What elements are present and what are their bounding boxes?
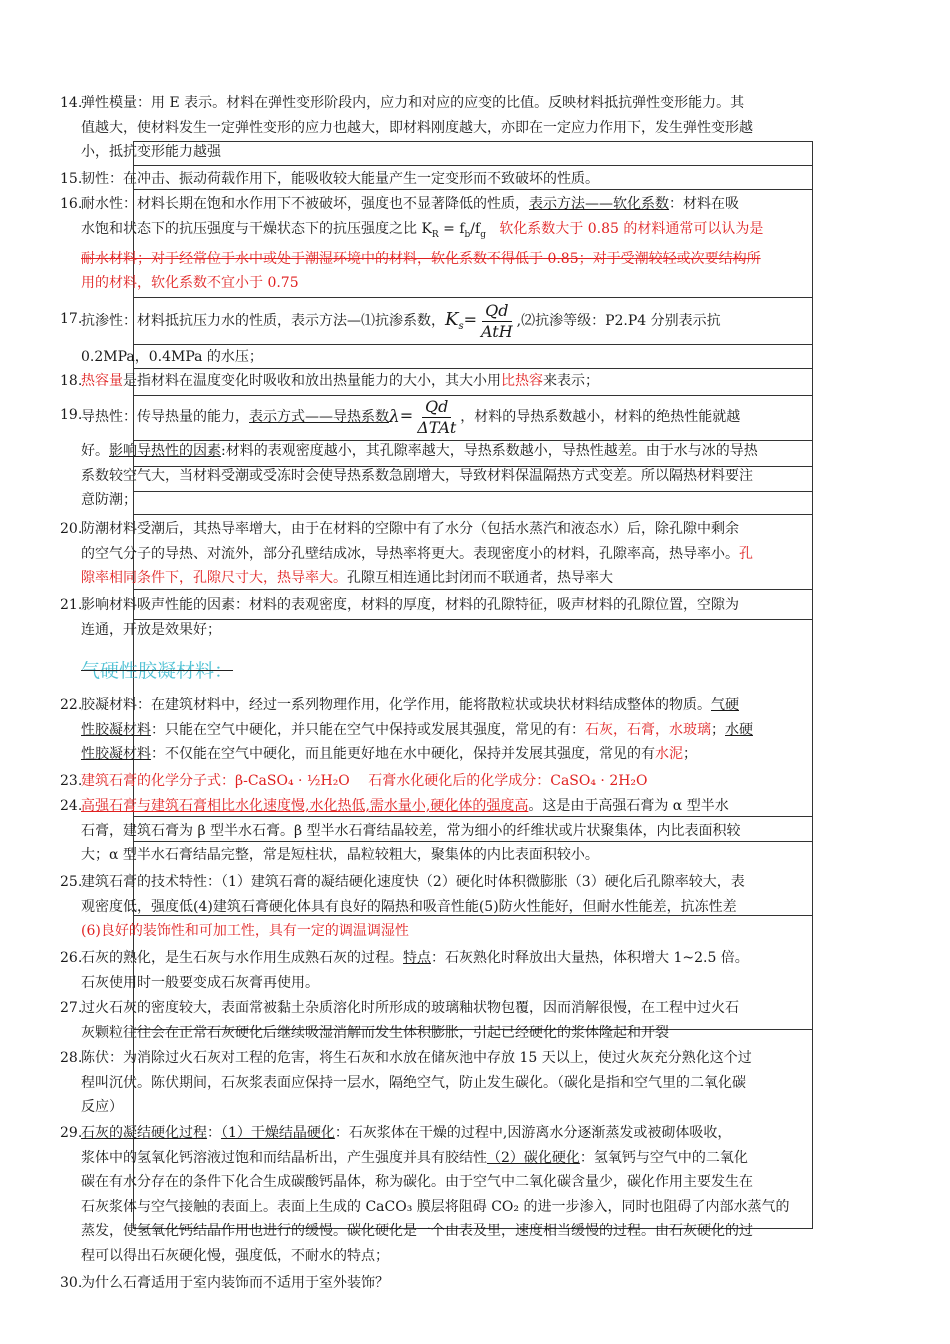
- item-text: 好。: [81, 443, 109, 459]
- item-text-line: 系数较空气大，当材料受潮或受冻时会使导热系数急剧增大，导致材料保温隔热方式变差。所以隔热材料要注: [81, 467, 753, 484]
- item-text: ；: [711, 721, 725, 738]
- item-text-underlined: 表示方法——软化系数: [529, 196, 669, 212]
- item-text-line: 石灰使用时一般要变成石灰膏再使用。: [81, 974, 319, 991]
- formula-fraction: [417, 397, 456, 438]
- section-heading: 气硬性胶凝材料：: [81, 660, 234, 682]
- item-text: 胶凝材料：在建筑材料中，经过一系列物理作用，化学作用，能将散粒状或块状材料结成整体的物质。: [81, 697, 711, 713]
- list-item: [60, 369, 892, 394]
- item-text-line: 连通，开放是效果好；: [81, 621, 221, 638]
- item-number: 29.: [60, 1125, 83, 1141]
- item-text-underlined: 石灰的凝结硬化过程: [81, 1125, 207, 1141]
- item-text: 导热性：传导热量的能力，: [81, 409, 249, 425]
- item-text-line: 大；α 型半水石膏结晶完整，常是短柱状，晶粒较粗大，聚集体的内比表面积较小。: [81, 847, 599, 863]
- list-item: [60, 593, 892, 642]
- item-text-line: 石膏，建筑石膏为 β 型半水石膏。β 型半水石膏结晶较差，常为细小的纤维状或片状聚集体，内比表面积较: [81, 822, 741, 839]
- item-number: 24.: [60, 798, 83, 814]
- item-number: 28.: [60, 1050, 83, 1066]
- item-text: ：氢氧钙与空气中的二氧化: [579, 1149, 748, 1166]
- formula-lambda: λ: [389, 407, 400, 427]
- item-text-line: 石灰浆体与空气接触的表面上。表面上生成的 CaCO₃ 膜层将阻碍 CO₂ 的进一步渗入，同时也阻碍了内部水蒸气的: [81, 1198, 790, 1215]
- item-text-line: 过火石灰的密度较大，表面常被黏土杂质溶化时所形成的玻璃釉状物包覆，因而消解很慢，在工程中过火石: [81, 1000, 739, 1016]
- item-text: 是指材料在温度变化时吸收和放出热量能力的大小，其大小用: [123, 373, 501, 389]
- subscript: b: [464, 229, 471, 240]
- item-text: ：材料在吸: [669, 196, 739, 212]
- item-text-line: 陈伏：为消除过火石灰对工程的危害，将生石灰和水放在储灰池中存放 15 天以上，使过火灰充分熟化这个过: [81, 1050, 752, 1066]
- list-item: [60, 91, 892, 165]
- item-text-line: 意防潮；: [81, 492, 137, 508]
- item-text-line: 影响材料吸声性能的因素：材料的表观密度，材料的厚度，材料的孔隙特征，吸声材料的孔隙位置，空隙为: [81, 597, 739, 613]
- item-text-line: 反应）: [81, 1099, 123, 1115]
- item-text-underlined: 性胶凝材料: [81, 746, 151, 762]
- item-text-highlight: 软化系数大于 0.85 的材料通常可以认为是: [499, 220, 764, 237]
- list-item-continuation: [81, 345, 913, 370]
- item-text: 石灰的熟化，是生石灰与水作用生成熟石灰的过程。: [81, 950, 403, 966]
- item-text: ,⑵抗渗等级：P2.P4 分别表示抗: [516, 313, 721, 329]
- item-text-underlined: 表示方式——导热系数: [249, 409, 389, 425]
- list-item: [60, 946, 892, 995]
- item-number: 20.: [60, 521, 83, 537]
- formula-ks: K: [445, 309, 459, 330]
- item-number: 25.: [60, 874, 83, 890]
- list-item: 17. 抗渗性：材料抵抗压力水的性质，表示方法—⑴抗渗系数，$K_s=$ $\frac{Qd}{\text{AtH}}$ ,⑵抗渗等级：P2.P4 分别表示抗: [60, 300, 721, 341]
- list-item: 19. 导热性：传导热量的能力，表示方式——导热系数λ= $\frac{Qd}{\text{ΔTAt}}$ ，材料的导热系数越小，材料的绝热性能就越 好。影响导热性的因素:材料的表观密度越小，其孔隙率越大，导热系数越小，导热性越差。由于水与冰的导热 系数较空气大，当材料受潮或受冻时会使导热系数急剧增大，导致材料保温隔热方式变差。所以隔热材料要注 意防潮；: [60, 393, 892, 513]
- item-text-highlight: 孔: [739, 545, 753, 562]
- item-text: /f: [470, 220, 481, 237]
- subscript: R: [431, 229, 439, 240]
- item-number: 26.: [60, 950, 83, 966]
- item-text-line: 0.2MPa，0.4MPa 的水压；: [81, 349, 263, 365]
- list-item: [60, 1046, 892, 1120]
- item-number: 17.: [60, 311, 83, 327]
- list-item: [60, 870, 892, 944]
- item-text-line: 程叫沉伏。陈伏期间，石灰浆表面应保持一层水，隔绝空气，防止发生碳化。（碳化是指和空气里的二氧化碳: [81, 1074, 746, 1091]
- item-text-highlight: 热容量: [81, 373, 123, 389]
- item-text: ：: [207, 1125, 221, 1141]
- item-text: 的空气分子的导热、对流外，部分孔壁结成冰，导热率将更大。表现密度小的材料，孔隙率高，热导率小。: [81, 545, 739, 562]
- item-text-highlight: 用的材料，软化系数不宜小于 0.75: [81, 275, 299, 292]
- item-number: 18.: [60, 373, 83, 389]
- item-text-underlined: 影响导热性的因素: [109, 443, 221, 459]
- item-text-highlight: 石灰，石膏，水玻璃: [585, 721, 711, 738]
- item-text-underlined: 水硬: [725, 721, 753, 738]
- item-text: 孔隙互相连通比封闭而不联通者，热导率大: [347, 570, 613, 586]
- list-item: [60, 996, 892, 1045]
- fraction-denominator: AtH: [481, 321, 513, 341]
- item-text-line: 小，抵抗变形能力越强: [81, 144, 221, 160]
- item-text-highlight: 水泥: [655, 746, 683, 762]
- fraction-numerator: Qd: [422, 397, 451, 418]
- subscript: g: [480, 229, 486, 240]
- formula-fraction: [481, 301, 513, 342]
- item-number: 21.: [60, 597, 83, 613]
- item-text: 耐水性：材料长期在饱和水作用下不被破坏，强度也不显著降低的性质，: [81, 196, 529, 212]
- item-text: 抗渗性：材料抵抗压力水的性质，表示方法—⑴抗渗系数，: [81, 313, 445, 329]
- item-text-highlight: 比热容: [501, 373, 543, 389]
- frame-rule: [133, 514, 813, 515]
- item-number: 16.: [60, 196, 83, 212]
- frame-rule: [133, 165, 813, 166]
- item-text-line: 弹性模量：用 E 表示。材料在弹性变形阶段内，应力和对应的应变的比值。反映材料抵抗弹性变形能力。其: [81, 95, 745, 111]
- item-text: 来表示；: [543, 373, 599, 389]
- item-number: 23.: [60, 773, 83, 789]
- fraction-denominator: ΔTAt: [417, 417, 457, 437]
- item-text: 水饱和状态下的抗压强度与干燥状态下的抗压强度之比 K: [81, 220, 432, 237]
- item-text: ：不仅能在空气中硬化，而且能更好地在水中硬化，保持并发展其强度，常见的有: [151, 746, 655, 762]
- item-text-line: 值越大，使材料发生一定弹性变形的应力也越大，即材料刚度越大，亦即在一定应力作用下，发生弹性变形越: [81, 119, 753, 136]
- item-text-line: 为什么石膏适用于室内装饰而不适用于室外装饰？: [81, 1275, 389, 1291]
- item-text: ，材料的导热系数越小，材料的绝热性能就越: [460, 409, 741, 425]
- item-text-line: 建筑石膏的技术特性：（1）建筑石膏的凝结硬化速度快（2）硬化时体积微膨胀（3）硬化后孔隙率较大，表: [81, 874, 745, 890]
- item-text: ：石灰浆体在干燥的过程中,因游离水分逐渐蒸发或被砌体吸收，: [334, 1125, 732, 1141]
- item-text-underlined: （2）碳化硬化: [487, 1149, 580, 1166]
- item-number: 22.: [60, 697, 83, 713]
- item-text-line: 程可以得出石灰硬化慢，强度低，不耐水的特点；: [81, 1247, 389, 1264]
- subscript: s: [458, 320, 464, 332]
- item-text: :材料的表观密度越小，其孔隙率越大，导热系数越小，导热性越差。由于水与冰的导热: [221, 443, 758, 459]
- item-text-underlined: 特点: [403, 950, 431, 966]
- item-number: 30.: [60, 1275, 83, 1291]
- item-number: 19.: [60, 407, 83, 423]
- list-item: [60, 1271, 892, 1296]
- item-number: 27.: [60, 1000, 83, 1016]
- item-text-line: 碳在有水分存在的条件下化合生成碳酸钙晶体，称为碳化。由于空气中二氧化碳含量少，碳化作用主要发生在: [81, 1174, 753, 1190]
- item-text: ：只能在空气中硬化，并只能在空气中保持或发展其强度，常见的有：: [151, 721, 585, 738]
- item-text: = f: [438, 220, 465, 237]
- item-text-underlined: 性胶凝材料: [81, 721, 151, 738]
- item-text-underlined: （1）干燥结晶硬化: [221, 1125, 335, 1141]
- list-item: [60, 693, 892, 767]
- item-text-line: 灰颗粒往往会在正常石灰硬化后继续吸湿消解而发生体积膨胀，引起已经硬化的浆体隆起和开裂: [81, 1024, 669, 1041]
- list-item: [60, 192, 892, 296]
- item-text: ：石灰熟化时释放出大量热，体积增大 1~2.5 倍。: [431, 950, 749, 966]
- item-text: ；: [683, 746, 697, 762]
- item-text-underlined: 气硬: [711, 697, 739, 713]
- list-item: [60, 167, 892, 192]
- item-text-line: 防潮材料受潮后，其热导率增大，由于在材料的空隙中有了水分（包括水蒸汽和液态水）后，除孔隙中剩余: [81, 521, 739, 537]
- item-text-line: 蒸发，使氢氧化钙结晶作用也进行的缓慢。碳化硬化是一个由表及里，速度相当缓慢的过程。由石灰硬化的过: [81, 1223, 753, 1239]
- item-text-highlight: 隙率相同条件下，孔隙尺寸大，热导率大。: [81, 570, 347, 586]
- item-text: 。这是由于高强石膏为 α 型半水: [528, 798, 729, 814]
- item-text-line: 观密度低，强度低(4)建筑石膏硬化体具有良好的隔热和吸音性能(5)防火性能好，但耐水性能差，抗冻性差: [81, 898, 737, 915]
- fraction-numerator: Qd: [482, 301, 511, 322]
- item-text-highlight: (6)良好的装饰性和可加工性，具有一定的调温调湿性: [81, 923, 409, 939]
- item-text: 浆体中的氢氧化钙溶液过饱和而结晶析出，产生强度并具有胶结性: [81, 1149, 487, 1166]
- item-number: 15.: [60, 171, 83, 187]
- item-text-highlight: 建筑石膏的化学分子式：β-CaSO₄ · ½H₂O 石膏水化硬化后的化学成分：CaSO₄ · 2H₂O: [81, 773, 648, 789]
- list-item: [60, 769, 892, 794]
- list-item: [60, 517, 892, 591]
- list-item: [60, 1121, 892, 1268]
- item-text-highlight: 高强石膏与建筑石膏相比水化速度慢,水化热低,需水量小,硬化体的强度高: [81, 798, 529, 814]
- item-text-highlight: 耐水材料；对于经常位于水中或处于潮湿环境中的材料，软化系数不得低于 0.85；对于受潮较轻或次要结构所: [81, 250, 761, 267]
- item-text-line: 韧性：在冲击、振动荷载作用下，能吸收较大能量产生一定变形而不致破坏的性质。: [81, 171, 599, 187]
- list-item: [60, 794, 892, 868]
- item-number: 14.: [60, 95, 83, 111]
